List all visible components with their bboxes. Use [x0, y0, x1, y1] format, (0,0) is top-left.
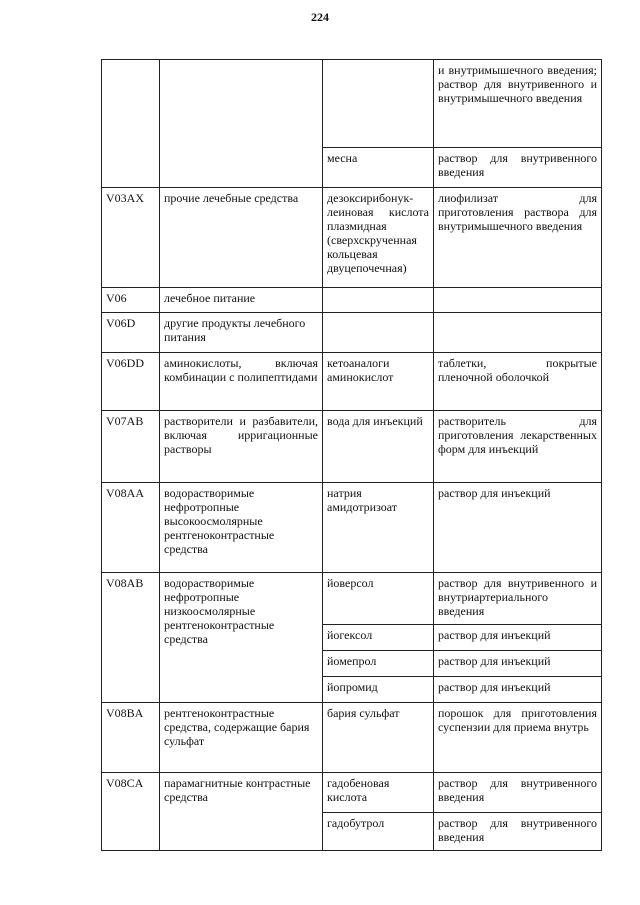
atc-code-cell: V06D [102, 313, 160, 353]
dosage-form-cell: раствор для инъекций [434, 483, 602, 573]
table-row [102, 483, 602, 573]
drug-name-cell: вода для инъекций [323, 411, 434, 483]
drug-name-cell: йогексол [323, 625, 434, 651]
dosage-form-cell: и внутримышечного введения; раствор для внутривенного и внутримышечного введения [434, 60, 602, 148]
dosage-form-cell [434, 313, 602, 353]
group-cell: аминокислоты, включая комбинации с полипептидами [160, 353, 323, 411]
dosage-form-cell: раствор для внутривенного и внутриартериального введения [434, 573, 602, 625]
drug-name-cell: гадобеновая кислота [323, 773, 434, 813]
dosage-form-cell: растворитель для приготовления лекарственных форм для инъекций [434, 411, 602, 483]
dosage-form-cell: раствор для инъекций [434, 677, 602, 703]
atc-code-cell: V06 [102, 288, 160, 313]
table-row [102, 288, 602, 313]
table-row [102, 313, 602, 353]
drug-name-cell [323, 288, 434, 313]
atc-code-cell: V08BA [102, 703, 160, 773]
drug-name-cell: дезоксирибонук-леиновая кислота плазмидная (сверхскрученная кольцевая двуцепочечная) [323, 188, 434, 288]
atc-code-cell: V06DD [102, 353, 160, 411]
atc-code-cell: V03AX [102, 188, 160, 288]
drug-name-cell: йомепрол [323, 651, 434, 677]
dosage-form-cell: раствор для внутривенного введения [434, 773, 602, 813]
table-row [102, 188, 602, 288]
group-cell: лечебное питание [160, 288, 323, 313]
atc-code-cell: V08AB [102, 573, 160, 703]
drug-table [101, 59, 602, 851]
table-row [102, 411, 602, 483]
drug-name-cell: йопромид [323, 677, 434, 703]
group-cell: водорастворимые нефротропные низкоосмолярные рентгеноконтрастные средства [160, 573, 323, 703]
group-cell: прочие лечебные средства [160, 188, 323, 288]
drug-name-cell: бария сульфат [323, 703, 434, 773]
dosage-form-cell: лиофилизат для приготовления раствора для внутримышечного введения [434, 188, 602, 288]
atc-code-cell: V08CA [102, 773, 160, 851]
drug-name-cell: месна [323, 148, 434, 188]
dosage-form-cell: раствор для инъекций [434, 625, 602, 651]
page-number: 224 [311, 10, 329, 24]
dosage-form-cell: таблетки, покрытые пленочной оболочкой [434, 353, 602, 411]
atc-code-cell: V08AA [102, 483, 160, 573]
group-cell: парамагнитные контрастные средства [160, 773, 323, 851]
table-row [102, 60, 602, 148]
dosage-form-cell: раствор для инъекций [434, 651, 602, 677]
drug-name-cell: гадобутрол [323, 813, 434, 851]
drug-name-cell: кетоаналоги аминокислот [323, 353, 434, 411]
group-cell: водорастворимые нефротропные высокоосмолярные рентгеноконтрастные средства [160, 483, 323, 573]
dosage-form-cell [434, 288, 602, 313]
table-row [102, 573, 602, 625]
dosage-form-cell: порошок для приготовления суспензии для приема внутрь [434, 703, 602, 773]
group-cell [160, 60, 323, 188]
group-cell: растворители и разбавители, включая ирригационные растворы [160, 411, 323, 483]
drug-name-cell: йоверсол [323, 573, 434, 625]
drug-name-cell [323, 60, 434, 148]
table-row [102, 703, 602, 773]
group-cell: другие продукты лечебного питания [160, 313, 323, 353]
dosage-form-cell: раствор для внутривенного введения [434, 148, 602, 188]
table-row [102, 773, 602, 813]
table-row [102, 353, 602, 411]
atc-code-cell: V07AB [102, 411, 160, 483]
atc-code-cell [102, 60, 160, 188]
group-cell: рентгеноконтрастные средства, содержащие бария сульфат [160, 703, 323, 773]
dosage-form-cell: раствор для внутривенного введения [434, 813, 602, 851]
drug-name-cell [323, 313, 434, 353]
drug-name-cell: натрия амидотризоат [323, 483, 434, 573]
